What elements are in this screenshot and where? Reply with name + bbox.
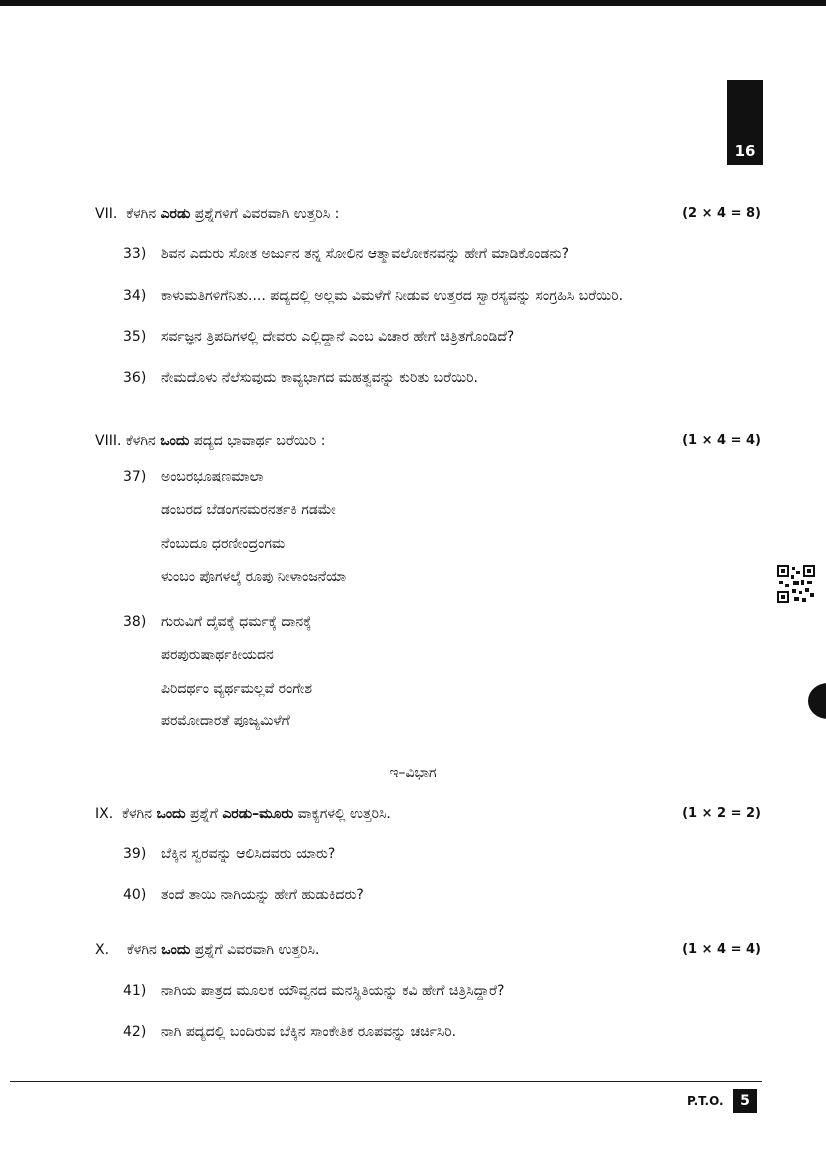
heading-bold: ಒಂದು: [156, 806, 186, 822]
poem-line: ಪರಪುರುಷಾರ್ಥಕೀಯದನ: [161, 647, 274, 663]
question: [123, 469, 264, 485]
question: [123, 246, 569, 262]
page-code: 16: [734, 142, 756, 160]
section-vii-heading: [95, 206, 761, 222]
section-number: VIII.: [95, 433, 122, 449]
question-text: ತಂದೆ ತಾಯಿ ನಾಗಿಯನ್ನು ಹೇಗೆ ಹುಡುಕಿದರು?: [161, 887, 364, 903]
question-number: 33): [123, 246, 147, 262]
heading-bold: ಎರಡು: [160, 206, 191, 222]
poem-line: ಳುಂಬಂ ಪೊಗಳಲ್ಕೆ ರೂಪು ನೀಳಾಂಜನೆಯಾ: [161, 569, 347, 585]
poem-line: ಗುರುವಿಗೆ ದೈವಕ್ಕೆ ಧರ್ಮಕ್ಕೆ ದಾನಕ್ಕೆ: [161, 614, 312, 630]
question-text: ನೇಮದೊಳು ನೆಲೆಸುವುದು ಕಾವ್ಯಭಾಗದ ಮಹತ್ವವನ್ನು ಕುರಿತು ಬರೆಯಿರಿ.: [161, 370, 478, 386]
poem-line: ಅಂಬರಭೂಷಣಮಾಲಾ: [161, 469, 264, 485]
question-number: 37): [123, 469, 147, 485]
part-heading: ಇ–ವಿಭಾಗ: [389, 765, 437, 781]
question: [123, 614, 311, 630]
heading-text: ವಾಕ್ಯಗಳಲ್ಲಿ ಉತ್ತರಿಸಿ.: [297, 806, 391, 822]
section-x-heading: [95, 942, 761, 958]
heading-text: ಪ್ರಶ್ನೆಗೆ: [190, 806, 218, 822]
question-text: ಕಾಳುಮತಿಗಳಿಗೆನಿತು.... ಪದ್ಯದಲ್ಲಿ ಅಲ್ಲಮ ವಿಮಳೆಗೆ ನೀಡುವ ಉತ್ತರದ ಸ್ವಾರಸ್ಯವನ್ನು ಸಂಗ್ರಹಿಸಿ ಬರೆಯಿರಿ.: [161, 288, 624, 304]
marks: (1 × 2 = 2): [682, 806, 761, 821]
question-text: ನಾಗಿ ಪದ್ಯದಲ್ಲಿ ಬಂದಿರುವ ಬೆಕ್ಕಿನ ಸಾಂಕೇತಿಕ ರೂಪವನ್ನು ಚರ್ಚಿಸಿರಿ.: [161, 1024, 457, 1040]
question-text: ಶಿವನ ಎದುರು ಸೋತ ಅರ್ಜುನ ತನ್ನ ಸೋಲಿನ ಆತ್ಮಾವಲೋಕನವನ್ನು ಹೇಗೆ ಮಾಡಿಕೊಂಡನು?: [161, 246, 570, 262]
question-text: ಸರ್ವಜ್ಞನ ತ್ರಿಪದಿಗಳಲ್ಲಿ ದೇವರು ಎಲ್ಲಿದ್ದಾನೆ ಎಂಬ ವಿಚಾರ ಹೇಗೆ ಚಿತ್ರಿತಗೊಂಡಿದೆ?: [161, 329, 515, 345]
section-ix-heading: [95, 806, 761, 822]
heading-text: ಪ್ರಶ್ನೆಗಳಿಗೆ ವಿವರವಾಗಿ ಉತ್ತರಿಸಿ :: [194, 206, 340, 222]
section-viii-heading: [95, 433, 761, 449]
question: [123, 288, 623, 304]
page-number: 5: [733, 1089, 757, 1113]
question-text: ಬೆಕ್ಕಿನ ಸ್ವರವನ್ನು ಆಲಿಸಿದವರು ಯಾರು?: [161, 846, 336, 862]
question-number: 35): [123, 329, 147, 345]
heading-bold: ಒಂದು: [160, 433, 190, 449]
question-number: 38): [123, 614, 147, 630]
question: [123, 846, 335, 862]
question-text: ನಾಗಿಯ ಪಾತ್ರದ ಮೂಲಕ ಯೌವ್ವನದ ಮನಸ್ಥಿತಿಯನ್ನು ಕವಿ ಹೇಗೆ ಚಿತ್ರಿಸಿದ್ದಾರೆ?: [161, 983, 505, 999]
heading-bold: ಎರಡು–ಮೂರು: [222, 806, 294, 822]
top-rule: [0, 0, 826, 6]
poem-line: ಡಂಬರದ ಬೆಡಂಗನಮರನರ್ತಕಿ ಗಡಮೇ: [161, 502, 336, 518]
marks: (1 × 4 = 4): [682, 433, 761, 448]
heading-text: ಕೆಳಗಿನ: [122, 806, 152, 822]
marks: (2 × 4 = 8): [682, 206, 761, 221]
heading-text: ಕೆಳಗಿನ: [126, 942, 157, 958]
question: [123, 329, 514, 345]
heading-text: ಕೆಳಗಿನ: [125, 433, 156, 449]
heading-text: ಪ್ರಶ್ನೆಗೆ ವಿವರವಾಗಿ ಉತ್ತರಿಸಿ.: [194, 942, 320, 958]
question-number: 42): [123, 1024, 147, 1040]
qr-code-icon: [777, 565, 815, 603]
question: [123, 983, 504, 999]
question-number: 36): [123, 370, 147, 386]
question-number: 39): [123, 846, 147, 862]
margin-marker: [808, 683, 826, 719]
heading-text: ಪದ್ಯದ ಭಾವಾರ್ಥ ಬರೆಯಿರಿ :: [193, 433, 326, 449]
question: [123, 370, 478, 386]
pto-label: P.T.O.: [687, 1094, 724, 1108]
question-number: 40): [123, 887, 147, 903]
poem-line: ಪಿರಿದರ್ಥಂ ವ್ಯರ್ಥಮಲ್ಲವೆ ರಂಗೇಶ: [161, 681, 313, 697]
marks: (1 × 4 = 4): [682, 942, 761, 957]
heading-text: ಕೆಳಗಿನ: [126, 206, 157, 222]
question-number: 41): [123, 983, 147, 999]
page-code-tab: [727, 80, 763, 165]
heading-bold: ಒಂದು: [161, 942, 191, 958]
section-number: X.: [95, 942, 110, 958]
question: [123, 887, 364, 903]
question: [123, 1024, 456, 1040]
poem-line: ನೆಂಬುದೂ ಧರಣೀಂದ್ರಂಗಮ: [161, 536, 286, 552]
section-number: VII.: [95, 206, 118, 222]
poem-line: ಪರಮೋದಾರತೆ ಪೂಜ್ಯಮಿಳೆಗೆ: [161, 713, 290, 729]
question-number: 34): [123, 288, 147, 304]
section-number: IX.: [95, 806, 114, 822]
bottom-rule: [10, 1081, 762, 1082]
